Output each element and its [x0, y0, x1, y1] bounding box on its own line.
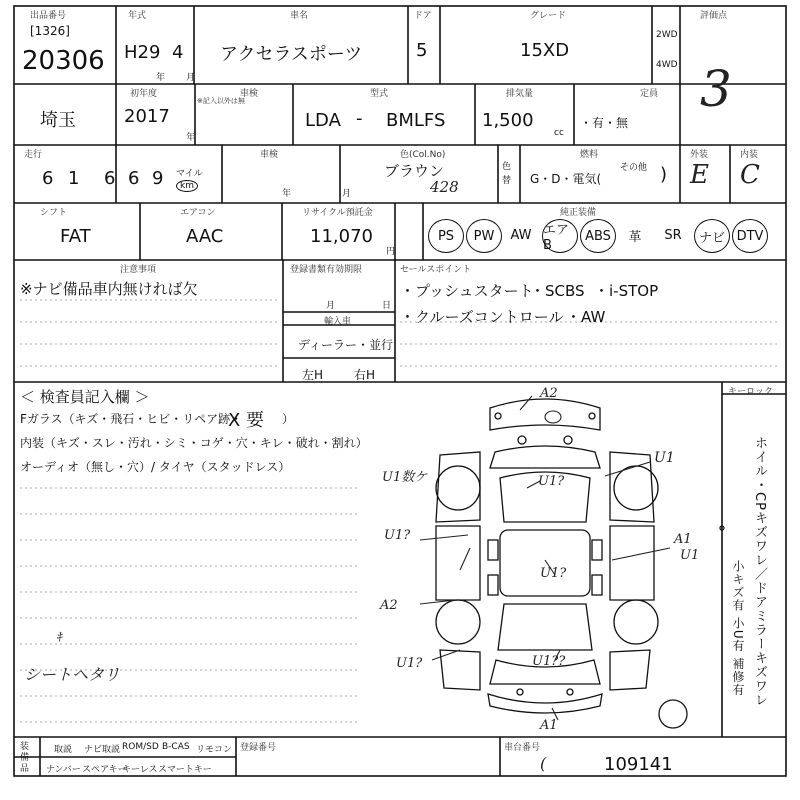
f-glass-close: ）: [282, 412, 295, 426]
equip-leather: 革: [628, 229, 642, 245]
model-dash: -: [356, 108, 363, 129]
mark-u1-lf: U1?: [384, 528, 411, 543]
grade-header: グレード: [530, 11, 567, 21]
year-value: H29: [124, 42, 161, 63]
mark-u1-rear-l: U1?: [396, 656, 423, 671]
registration-header: 登録書類有効期限: [290, 265, 363, 275]
sales-points-header: セールスポイント: [400, 265, 472, 275]
exterior-header: 外装: [690, 150, 709, 160]
notes-header: 注意事項: [120, 265, 157, 275]
mark-u1-rf: U1: [654, 450, 675, 466]
mark-a1-bottom: A1: [540, 718, 558, 733]
displacement-unit: cc: [554, 128, 564, 138]
recycle-value: 11,070: [310, 226, 373, 247]
footer-rom-sd: ROM/SD: [122, 742, 159, 752]
lot-bracket: [1326]: [30, 24, 70, 38]
equip-sr: SR: [664, 227, 682, 243]
mark-u1-door-l: U1数ケ: [382, 470, 428, 485]
car-name: アクセラスポーツ: [220, 44, 363, 65]
f-glass-mark: X 要: [228, 410, 265, 431]
sales-point-4: ・クルーズコントロール: [400, 308, 564, 326]
right-vertical-note-2: 小キズ有 小U有 補修有: [731, 560, 745, 697]
shaken-detail-header: 車検: [260, 150, 279, 160]
area-value: 埼玉: [40, 110, 76, 131]
sales-point-1: ・プッシュスタート: [400, 282, 534, 300]
equip-navi: ナビ: [694, 219, 730, 253]
footer-bcas: B-CAS: [162, 742, 190, 752]
mileage-digit-2: 1: [68, 168, 80, 189]
capacity-header: 定員: [640, 89, 659, 99]
drive-2wd: 2WD: [656, 30, 678, 40]
registration-month-unit: 月: [326, 301, 336, 311]
recycle-unit: 円: [386, 247, 396, 257]
month-value: 4: [172, 42, 184, 63]
drive-4wd: 4WD: [656, 60, 678, 70]
right-h: 右H: [354, 368, 376, 382]
lot-header: 出品番号: [30, 11, 67, 21]
interior-grade: C: [740, 160, 760, 190]
footer-navi-manual: ナビ取説: [84, 745, 121, 755]
shaken-year-unit: 年: [282, 189, 292, 199]
equip-airbag: エアB: [542, 219, 578, 253]
displacement-header: 排気量: [506, 89, 534, 99]
equip-aw: AW: [510, 227, 532, 243]
displacement-value: 1,500: [482, 110, 534, 131]
equipment-header: 純正装備: [560, 208, 597, 218]
right-vertical-note: ホイル・CPキズワレ／ドアミラーキズワレ: [752, 436, 767, 707]
lot-number: 20306: [22, 46, 105, 76]
not-recorded-note: ※記入以外は無: [197, 97, 245, 105]
equip-dtv: DTV: [732, 219, 768, 253]
audio-line: オーディオ（無し・穴）/ タイヤ（スタッドレス）: [20, 460, 291, 474]
reg-no-header: 登録番号: [240, 743, 277, 753]
exterior-grade: E: [690, 160, 709, 190]
color-header: 色(Col.No): [400, 150, 446, 160]
color-code: 428: [430, 178, 459, 196]
mileage-digit-4: 6: [128, 168, 140, 189]
fuel-options: G・D・電気(: [530, 172, 602, 186]
left-h: 左H: [302, 368, 324, 382]
model-prefix: LDA: [305, 110, 341, 131]
color-name: ブラウン: [384, 162, 445, 180]
door-count: 5: [416, 40, 428, 61]
fuel-close: ): [660, 164, 668, 185]
shaken-header: 車検: [240, 89, 259, 99]
notes-line: ※ナビ備品車内無ければ欠: [20, 280, 198, 298]
mileage-mile-unit: マイル: [176, 169, 203, 179]
fuel-other-label: その他: [620, 163, 648, 173]
mark-a2-lr: A2: [380, 598, 398, 613]
month-unit: 月: [186, 73, 196, 83]
shaken-month-unit: 月: [342, 189, 352, 199]
year-header: 年式: [128, 11, 147, 21]
car-diagram: [436, 399, 724, 728]
year-unit: 年: [156, 73, 166, 83]
registration-day-unit: 日: [382, 301, 392, 311]
f-glass-line: Fガラス（キズ・飛石・ヒビ・リペア跡・: [20, 412, 243, 426]
color-change-label: 色替: [502, 162, 512, 186]
fuel-header: 燃料: [580, 150, 599, 160]
model-header: 型式: [370, 89, 389, 99]
shift-header: シフト: [40, 208, 68, 218]
equip-pw: PW: [466, 219, 502, 253]
displacement-option: ・有・無: [580, 116, 629, 130]
import-header: 輸入車: [324, 317, 352, 327]
equip-ps: PS: [428, 219, 464, 253]
footer-smart-key: スマートキー: [158, 765, 212, 775]
aircon-value: AAC: [186, 226, 224, 247]
shift-value: FAT: [60, 226, 91, 247]
mark-u1-center: U1?: [540, 566, 567, 581]
first-reg-unit: 年: [186, 133, 196, 143]
car-name-header: 車名: [290, 11, 309, 21]
grade-value: 15XD: [520, 40, 570, 61]
model-code: BMLFS: [386, 110, 446, 131]
hand-seat-note: シートヘタリ: [24, 665, 121, 684]
mileage-digit-3: 6: [104, 168, 116, 189]
gate-number: 109141: [604, 754, 673, 775]
inspector-title: ＜ 検査員記入欄 ＞: [20, 388, 150, 406]
mark-a1-rr: A1: [674, 532, 692, 547]
interior-header: 内装: [740, 150, 759, 160]
sales-point-5: ・AW: [566, 308, 606, 326]
mileage-digit-1: 6: [42, 168, 54, 189]
mark-u1-roof: U1?: [538, 474, 565, 489]
score-handwritten: 3: [700, 60, 732, 118]
footer-remote: リモコン: [196, 745, 233, 755]
score-header: 評価点: [700, 11, 728, 21]
sales-point-2: ・SCBS: [530, 282, 585, 300]
footer-plate: ナンバー: [46, 765, 81, 775]
first-reg-header: 初年度: [130, 89, 158, 99]
equip-abs: ABS: [580, 219, 616, 253]
gate-prefix: (: [540, 754, 547, 773]
mark-a2-top: A2: [540, 386, 558, 401]
mileage-km-unit: km: [176, 180, 198, 192]
door-header: ドア: [414, 11, 432, 21]
first-reg-year: 2017: [124, 106, 170, 127]
mileage-digit-5: 9: [152, 168, 164, 189]
dealer-label: ディーラー・並行: [298, 338, 394, 352]
mark-u1-rear-c: U1??: [532, 654, 566, 669]
footer-keyless: キーレス: [122, 765, 158, 775]
footer-side-label: 装備品: [20, 742, 30, 774]
gate-no-header: 車台番号: [504, 743, 541, 753]
interior-line: 内装（キズ・スレ・汚れ・シミ・コゲ・穴・キレ・破れ・割れ）: [20, 436, 368, 450]
footer-spare-key: スペアキー: [82, 765, 127, 775]
mark-u1-rr: U1: [680, 548, 700, 563]
hand-tick: ｷ: [56, 630, 63, 644]
sales-point-3: ・i-STOP: [594, 282, 659, 300]
aircon-header: エアコン: [180, 208, 216, 218]
mileage-header: 走行: [24, 150, 43, 160]
footer-manual: 取説: [54, 745, 73, 755]
recycle-header: リサイクル預託金: [302, 208, 373, 218]
keylock-header: キーロック: [728, 387, 773, 397]
